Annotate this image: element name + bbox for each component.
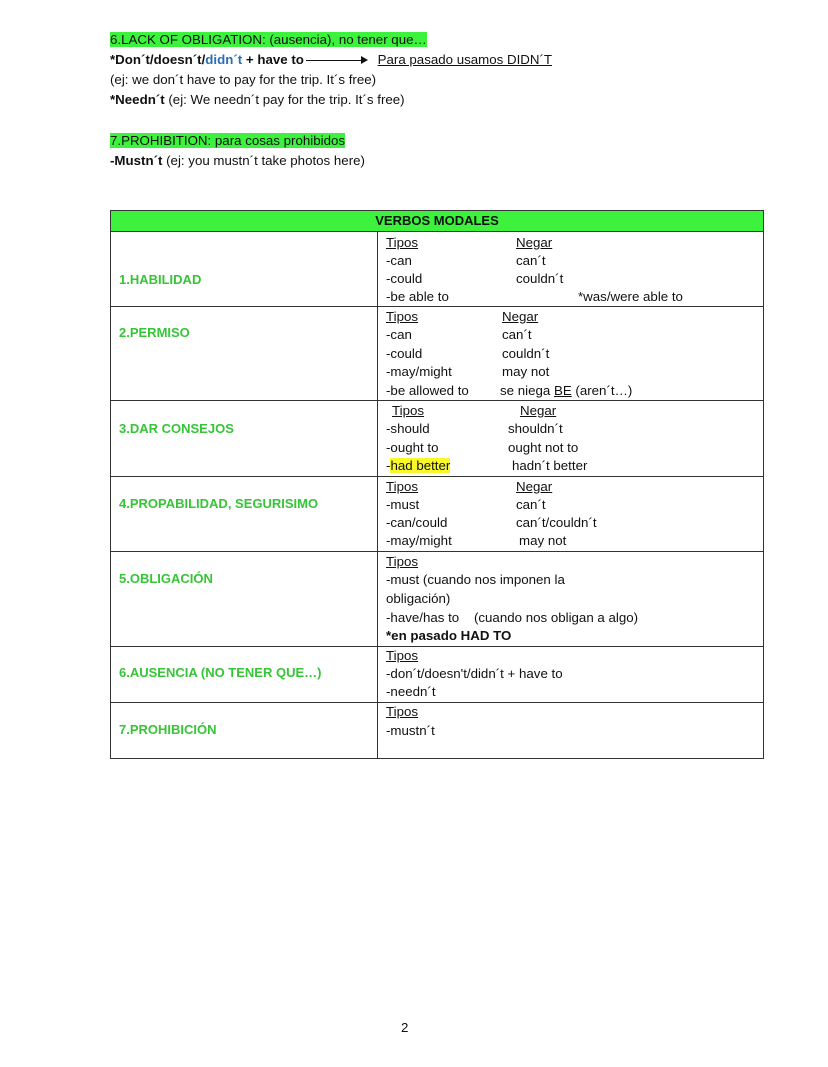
negar-item: may not [519, 533, 567, 548]
tipo-item: -could [386, 271, 423, 286]
tipo-item: -be able to [386, 289, 449, 304]
table-row [111, 401, 764, 477]
tipo-item: *en pasado HAD TO [386, 628, 512, 643]
tipos-label: Tipos [392, 403, 425, 418]
tipo-item: -may/might [386, 364, 452, 379]
negar-label: Negar [502, 309, 539, 324]
negar-item: couldn´t [502, 346, 550, 361]
tipo-item: -mustn´t [386, 723, 435, 738]
tipo-item: -ought to [386, 440, 439, 455]
section-6-line-1: *Don´t/doesn´t/didn´t + have to Para pasado usamos DIDN´T [110, 52, 553, 67]
section-6-line-2: (ej: we don´t have to pay for the trip. It´s free) [110, 72, 377, 87]
table-header: VERBOS MODALES [111, 211, 764, 232]
table-row [111, 307, 764, 401]
tipo-item: -don´t/doesn't/didn´t + have to [386, 666, 563, 681]
tipo-item: -had better [386, 458, 451, 473]
arrow-right-icon [306, 60, 366, 61]
row-category: 1.HABILIDAD [119, 272, 202, 287]
tipos-label: Tipos [386, 704, 419, 719]
row-category: 4.PROPABILIDAD, SEGURISIMO [119, 496, 319, 511]
negar-item: can´t/couldn´t [516, 515, 597, 530]
negar-item: shouldn´t [508, 421, 563, 436]
negar-label: Negar [516, 479, 553, 494]
row-category: 6.AUSENCIA (NO TENER QUE…) [119, 665, 322, 680]
page-number: 2 [401, 1020, 409, 1035]
tipo-item: -could [386, 346, 423, 361]
tipos-label: Tipos [386, 554, 419, 569]
negar-item: *was/were able to [578, 289, 683, 304]
section-6-line-3: *Needn´t (ej: We needn´t pay for the trip. It´s free) [110, 92, 405, 107]
table-row [111, 477, 764, 552]
negar-label: Negar [516, 235, 553, 250]
tipo-item: -should [386, 421, 430, 436]
row-category: 2.PERMISO [119, 325, 190, 340]
negar-item: can´t [516, 253, 546, 268]
negar-item: can´t [502, 327, 532, 342]
table-row [111, 647, 764, 703]
tipo-item: -can/could [386, 515, 448, 530]
section-7-line-1: -Mustn´t (ej: you mustn´t take photos here) [110, 153, 365, 168]
negar-item: hadn´t better [512, 458, 588, 473]
table-row [111, 232, 764, 307]
tipo-item: obligación) [386, 591, 451, 606]
negar-item: couldn´t [516, 271, 564, 286]
negar-item: may not [502, 364, 550, 379]
tipo-item: -must (cuando nos imponen la [386, 572, 565, 587]
tipo-item: -can [386, 327, 412, 342]
tipo-item: -have/has to (cuando nos obligan a algo) [386, 610, 639, 625]
row-category: 7.PROHIBICIÓN [119, 722, 217, 737]
row-category: 3.DAR CONSEJOS [119, 421, 234, 436]
tipo-item: -may/might [386, 533, 452, 548]
tipo-item: -must [386, 497, 420, 512]
table-row [111, 703, 764, 759]
modal-verbs-table [110, 210, 764, 759]
tipos-label: Tipos [386, 479, 419, 494]
negar-item: se niega BE (aren´t…) [500, 383, 633, 398]
row-category: 5.OBLIGACIÓN [119, 571, 213, 586]
table-row [111, 552, 764, 647]
tipos-label: Tipos [386, 235, 419, 250]
tipos-label: Tipos [386, 648, 419, 663]
tipos-label: Tipos [386, 309, 419, 324]
negar-label: Negar [520, 403, 557, 418]
tipo-item: -can [386, 253, 412, 268]
negar-item: can´t [516, 497, 546, 512]
section-7-title: 7.PROHIBITION: para cosas prohibidos [110, 133, 346, 148]
tipo-item: -be allowed to [386, 383, 469, 398]
tipo-item: -needn´t [386, 684, 436, 699]
negar-item: ought not to [508, 440, 579, 455]
section-6-title: 6.LACK OF OBLIGATION: (ausencia), no tener que… [110, 32, 427, 47]
